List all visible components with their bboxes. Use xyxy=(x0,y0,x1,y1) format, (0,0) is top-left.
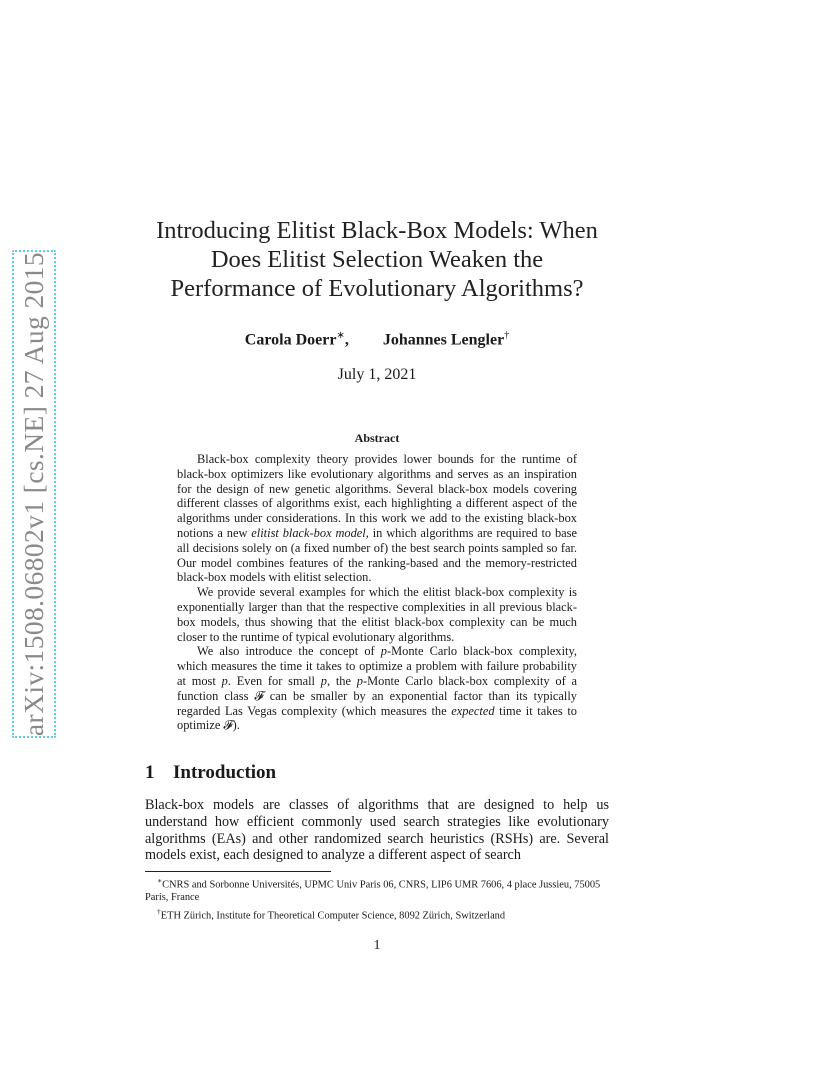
abstract-body xyxy=(177,452,577,733)
footnote-2-text: ETH Zürich, Institute for Theoretical Computer Science, 8092 Zürich, Switzerland xyxy=(160,910,506,922)
math-symbol: p xyxy=(356,673,363,688)
abstract-heading: Abstract xyxy=(354,431,400,445)
author-1-comma: , xyxy=(344,331,349,349)
abstract-text: , the xyxy=(326,673,357,688)
abstract-text: , in which algorithms are required to base all decisions solely on (a fixed number of) the best search points sampled so far. Our model combines features of the ranking-based and the memory-restricted black-box models with elitist selection. xyxy=(177,525,577,585)
footnote-1-mark: ∗ xyxy=(157,876,163,885)
math-symbol: p xyxy=(320,673,327,688)
abstract-text: time it takes to optimize xyxy=(177,703,577,733)
abstract-emphasis: elitist black-box model xyxy=(251,525,366,540)
arxiv-stamp xyxy=(12,250,56,738)
section-heading xyxy=(145,762,276,784)
abstract-text: can be smaller by an exponential factor than its typically regarded Las Vegas complexity (which measures the xyxy=(177,688,577,718)
section-body xyxy=(145,797,609,864)
title-line-1: Introducing Elitist Black-Box Models: When xyxy=(156,217,598,244)
footnotes xyxy=(145,874,611,923)
section-number: 1 xyxy=(145,762,155,783)
title-line-3: Performance of Evolutionary Algorithms? xyxy=(170,275,584,302)
footnote-2-mark: † xyxy=(157,907,161,917)
author-2-footnote-mark[interactable]: † xyxy=(504,330,510,341)
abstract-paragraph-3 xyxy=(177,644,577,733)
abstract-text: Black-box complexity theory provides lower bounds for the runtime of black-box optimizers like evolutionary algorithms and serves as an inspiration for the design of new genetic algorithms. Several black-box models covering different classes of algorithms exist, each highlighting a different aspect of the algorithms under considerations. In this work we add to the existing black-box notions a new xyxy=(177,452,577,540)
math-symbol: p xyxy=(380,644,387,659)
abstract-text: We also introduce the concept of xyxy=(197,644,381,659)
page-number: 1 xyxy=(373,938,381,953)
math-symbol: 𝓕 xyxy=(223,718,233,733)
paper-title xyxy=(100,216,654,303)
abstract-paragraph-2: We provide several examples for which the elitist black-box complexity is exponentially larger than that the respective complexities in all previous black-box models, thus showing that the elitist black-box complexity can be much closer to the runtime of typical evolutionary algorithms. xyxy=(177,585,577,644)
paper-date: July 1, 2021 xyxy=(337,366,417,383)
author-1-footnote-mark[interactable]: ∗ xyxy=(336,330,345,341)
footnote-2 xyxy=(145,905,611,922)
author-1 xyxy=(245,330,349,349)
intro-paragraph: Black-box models are classes of algorithms that are designed to help us understand how efficient commonly used search strategies like evolutionary algorithms (EAs) and other randomized search heuristics (RSHs) are. Several models exist, each designed to analyze a different aspect of search xyxy=(145,797,609,864)
section-title: Introduction xyxy=(173,762,277,783)
abstract-text: -Monte Carlo black-box complexity, which measures the time it takes to optimize a problem with failure probability at most xyxy=(177,644,577,688)
math-symbol: p xyxy=(221,673,228,688)
author-2 xyxy=(383,330,509,349)
author-2-name: Johannes Lengler xyxy=(382,331,505,349)
abstract-emphasis: expected xyxy=(451,703,495,718)
arxiv-identifier[interactable]: arXiv:1508.06802v1 [cs.NE] 27 Aug 2015 xyxy=(18,251,49,737)
title-line-2: Does Elitist Selection Weaken the xyxy=(210,246,544,273)
footnote-1-text: CNRS and Sorbonne Universités, UPMC Univ Paris 06, CNRS, LIP6 UMR 7606, 4 place Jussieu, 75005 Paris, France xyxy=(145,879,601,904)
footnote-1 xyxy=(145,874,611,904)
author-list xyxy=(100,330,654,349)
math-symbol: 𝓕 xyxy=(254,688,264,703)
abstract-text: -Monte Carlo black-box complexity of a function class xyxy=(177,673,577,703)
abstract-text: . Even for small xyxy=(227,673,321,688)
abstract-text: ). xyxy=(232,718,240,733)
abstract-paragraph-1 xyxy=(177,452,577,585)
footnote-rule xyxy=(145,871,331,872)
author-1-name: Carola Doerr xyxy=(244,331,337,349)
